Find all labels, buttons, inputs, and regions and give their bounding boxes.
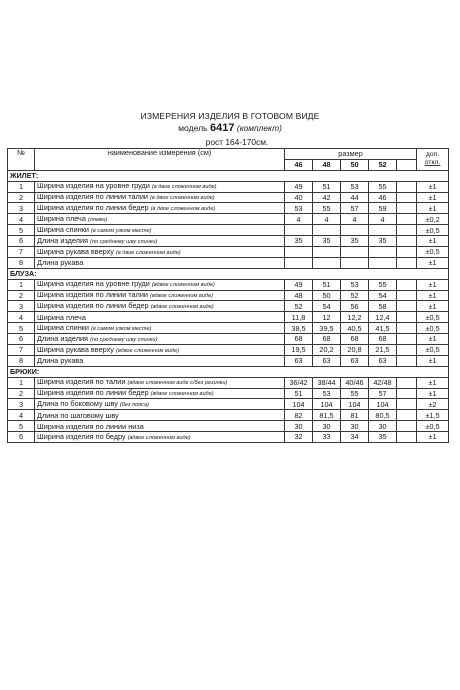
measurement-note: (в самом узком месте)	[91, 325, 152, 332]
size-value: 53	[341, 181, 369, 192]
size-value: 33	[313, 432, 341, 443]
spacer-cell	[397, 181, 417, 192]
size-value: 4	[369, 214, 397, 225]
spacer-cell	[397, 410, 417, 421]
size-value: 20,8	[341, 345, 369, 356]
size-value: 36/42	[285, 377, 313, 388]
spacer-cell	[397, 279, 417, 290]
measurement-note: (вдвое сложенном виде)	[150, 391, 214, 398]
table-row	[8, 323, 449, 334]
measurement-name-cell	[35, 236, 285, 247]
size-value: 63	[313, 355, 341, 366]
measurement-name: Ширина изделия по линии низа	[37, 421, 144, 431]
table-row	[8, 377, 449, 388]
table-row	[8, 334, 449, 345]
section-title: ЖИЛЕТ:	[8, 170, 449, 181]
tolerance-value: ±1	[417, 236, 449, 247]
measurement-name-cell	[35, 203, 285, 214]
row-number: 7	[8, 247, 35, 258]
size-value: 35	[369, 236, 397, 247]
measurement-name-cell	[35, 432, 285, 443]
size-value: 30	[285, 421, 313, 432]
tolerance-value: ±0,5	[417, 225, 449, 236]
measurement-name-cell	[35, 399, 285, 410]
size-value: 53	[285, 203, 313, 214]
col-tolerance-line1: доп.	[425, 151, 440, 159]
size-value: 68	[369, 334, 397, 345]
spacer-cell	[397, 257, 417, 268]
row-number: 1	[8, 181, 35, 192]
size-value: 34	[341, 432, 369, 443]
tolerance-value: ±1	[417, 181, 449, 192]
measurement-note: (в двое сложенном виде)	[150, 206, 216, 213]
size-value: 12	[313, 312, 341, 323]
size-value	[313, 247, 341, 258]
row-number: 6	[8, 432, 35, 443]
col-name-header: наименование измерения (см)	[35, 149, 285, 171]
spacer-cell	[397, 312, 417, 323]
measurement-name: Длина рукава	[37, 356, 84, 366]
table-row	[8, 345, 449, 356]
size-value: 42/48	[369, 377, 397, 388]
measurement-name: Ширина изделия на уровне груди	[37, 279, 150, 289]
size-value: 53	[341, 279, 369, 290]
tolerance-value: ±0,5	[417, 247, 449, 258]
size-value	[313, 225, 341, 236]
measurement-name-cell	[35, 355, 285, 366]
measurement-note: (вдвое сложенном виде)	[127, 434, 191, 441]
size-value	[285, 225, 313, 236]
tolerance-value: ±0,5	[417, 421, 449, 432]
size-header: 52	[369, 159, 397, 170]
size-value: 44	[341, 192, 369, 203]
tolerance-value: ±0,5	[417, 323, 449, 334]
table-row	[8, 399, 449, 410]
size-value	[369, 257, 397, 268]
size-value: 104	[313, 399, 341, 410]
measurement-note: (вдвое сложенном виде)	[150, 293, 213, 300]
table-row	[8, 279, 449, 290]
size-value: 46	[369, 192, 397, 203]
measurement-note: (вдвое сложенном виде)	[115, 347, 179, 354]
size-spacer	[397, 159, 417, 170]
table-row	[8, 432, 449, 443]
size-value: 52	[285, 301, 313, 312]
tolerance-value: ±0,5	[417, 345, 449, 356]
measurement-name-cell	[35, 290, 285, 301]
size-value: 48	[285, 290, 313, 301]
table-row	[8, 203, 449, 214]
tolerance-value: ±1	[417, 257, 449, 268]
measurement-name: Ширина спинки	[37, 224, 89, 234]
model-line	[0, 122, 460, 134]
size-value: 68	[341, 334, 369, 345]
table-row	[8, 301, 449, 312]
measurement-note: (вдвое сложенном виде)	[151, 282, 215, 289]
measurement-name-cell	[35, 257, 285, 268]
size-header: 46	[285, 159, 313, 170]
size-value: 54	[313, 301, 341, 312]
size-value: 53	[313, 388, 341, 399]
size-value: 104	[369, 399, 397, 410]
size-value: 35	[341, 236, 369, 247]
size-value: 57	[369, 388, 397, 399]
measurement-name: Ширина рукава вверху	[37, 344, 114, 354]
row-number: 8	[8, 355, 35, 366]
section-title: БЛУЗА:	[8, 268, 449, 279]
size-value	[369, 225, 397, 236]
tolerance-value: ±1	[417, 388, 449, 399]
measurement-note: (без пояса)	[119, 402, 149, 409]
measurement-name: Ширина изделия по линии талии	[37, 290, 148, 300]
measurement-note: (по среднему шву спинки)	[90, 336, 158, 343]
measurement-name-cell	[35, 301, 285, 312]
row-number: 7	[8, 345, 35, 356]
size-value	[341, 257, 369, 268]
size-value: 56	[341, 301, 369, 312]
measurement-name-cell	[35, 279, 285, 290]
col-tolerance-header	[417, 149, 449, 171]
spacer-cell	[397, 377, 417, 388]
measurement-note: (в двое сложенном виде)	[150, 195, 215, 202]
size-value: 40	[285, 192, 313, 203]
size-value: 68	[313, 334, 341, 345]
size-value: 4	[313, 214, 341, 225]
tolerance-value: ±1,5	[417, 410, 449, 421]
spacer-cell	[397, 323, 417, 334]
size-value: 30	[313, 421, 341, 432]
row-number: 1	[8, 377, 35, 388]
row-number: 5	[8, 225, 35, 236]
size-value	[285, 257, 313, 268]
size-value: 20,2	[313, 345, 341, 356]
section-title: БРЮКИ:	[8, 366, 449, 377]
table-row	[8, 410, 449, 421]
measurement-name: Длина по шаговому шву	[37, 410, 119, 420]
row-number: 2	[8, 192, 35, 203]
section-header-row	[8, 170, 449, 181]
row-number: 4	[8, 214, 35, 225]
sheet-title: ИЗМЕРЕНИЯ ИЗДЕЛИЯ В ГОТОВОМ ВИДЕ	[140, 111, 320, 121]
size-value	[285, 247, 313, 258]
size-header: 50	[341, 159, 369, 170]
spacer-cell	[397, 214, 417, 225]
measurement-name: Ширина изделия по линии бедер	[37, 203, 149, 213]
size-value: 51	[285, 388, 313, 399]
tolerance-value: ±1	[417, 192, 449, 203]
row-number: 2	[8, 290, 35, 301]
col-size-header: размер	[285, 149, 417, 160]
size-value: 50	[313, 290, 341, 301]
table-row	[8, 257, 449, 268]
measurement-name-cell	[35, 312, 285, 323]
row-number: 8	[8, 257, 35, 268]
size-value: 40/46	[341, 377, 369, 388]
row-number: 4	[8, 410, 35, 421]
header-row	[8, 149, 449, 160]
tolerance-value: ±1	[417, 203, 449, 214]
size-value: 30	[341, 421, 369, 432]
size-value: 49	[285, 279, 313, 290]
size-value: 63	[369, 355, 397, 366]
measurement-note: (вдвое сложенном виде с/без резинки)	[127, 380, 228, 387]
size-value: 57	[341, 203, 369, 214]
size-value: 55	[313, 203, 341, 214]
measurement-name: Ширина изделия по бедру	[37, 431, 126, 441]
measurement-name: Длина изделия	[37, 333, 89, 343]
table-row	[8, 355, 449, 366]
size-value: 35	[285, 236, 313, 247]
size-value: 104	[285, 399, 313, 410]
size-value: 49	[285, 181, 313, 192]
spacer-cell	[397, 399, 417, 410]
row-number: 4	[8, 312, 35, 323]
size-value: 58	[369, 301, 397, 312]
measurement-name: Ширина изделия по линии талии	[37, 192, 148, 202]
size-value	[369, 247, 397, 258]
tolerance-value: ±0,2	[417, 214, 449, 225]
size-value: 35	[313, 236, 341, 247]
tolerance-value: ±1	[417, 377, 449, 388]
size-value: 81	[341, 410, 369, 421]
size-value: 42	[313, 192, 341, 203]
size-value: 54	[369, 290, 397, 301]
measurement-name: Ширина рукава вверху	[37, 246, 114, 256]
spacer-cell	[397, 203, 417, 214]
size-value: 81,5	[313, 410, 341, 421]
table-row	[8, 236, 449, 247]
spacer-cell	[397, 355, 417, 366]
height-line: рост 164-170см.	[205, 137, 269, 147]
table-row	[8, 181, 449, 192]
measurement-name-cell	[35, 323, 285, 334]
col-tolerance-line2: откл.	[424, 159, 441, 167]
section-header-row	[8, 366, 449, 377]
spacer-cell	[397, 432, 417, 443]
model-note: (комплект)	[236, 123, 282, 133]
col-no-header: №	[8, 149, 35, 171]
size-value: 68	[285, 334, 313, 345]
spacer-cell	[397, 421, 417, 432]
size-value: 51	[313, 279, 341, 290]
measurement-name-cell	[35, 225, 285, 236]
size-value: 59	[369, 203, 397, 214]
size-value	[341, 247, 369, 258]
size-value: 63	[341, 355, 369, 366]
tolerance-value: ±0,5	[417, 312, 449, 323]
size-value: 80,5	[369, 410, 397, 421]
measurements-table	[7, 148, 449, 443]
table-row	[8, 421, 449, 432]
model-prefix: модель	[178, 123, 208, 133]
row-number: 5	[8, 323, 35, 334]
measurement-name-cell	[35, 345, 285, 356]
size-value: 55	[369, 181, 397, 192]
table-row	[8, 225, 449, 236]
size-value: 63	[285, 355, 313, 366]
spacer-cell	[397, 345, 417, 356]
measurement-name-cell	[35, 181, 285, 192]
tolerance-value: ±1	[417, 355, 449, 366]
row-number: 6	[8, 334, 35, 345]
row-number: 5	[8, 421, 35, 432]
size-value	[313, 257, 341, 268]
size-value: 21,5	[369, 345, 397, 356]
measurement-note: (по среднему шву спинки)	[90, 238, 158, 245]
size-value: 35	[369, 432, 397, 443]
row-number: 1	[8, 279, 35, 290]
table-row	[8, 192, 449, 203]
spacer-cell	[397, 225, 417, 236]
model-number: 6417	[210, 122, 235, 134]
size-value: 41,5	[369, 323, 397, 334]
measurement-note: (лямки)	[87, 216, 108, 223]
measurement-name: Длина изделия	[37, 235, 89, 245]
measurement-name-cell	[35, 421, 285, 432]
table-row	[8, 290, 449, 301]
size-value: 30	[369, 421, 397, 432]
size-header: 48	[313, 159, 341, 170]
measurement-note: (вдвое сложенном виде)	[150, 304, 214, 311]
tolerance-value: ±1	[417, 301, 449, 312]
measurement-name-cell	[35, 334, 285, 345]
measurement-name: Ширина спинки	[37, 322, 89, 332]
size-value	[341, 225, 369, 236]
table-row	[8, 312, 449, 323]
measurement-name-cell	[35, 192, 285, 203]
size-value: 55	[341, 388, 369, 399]
spacer-cell	[397, 388, 417, 399]
row-number: 6	[8, 236, 35, 247]
spacer-cell	[397, 290, 417, 301]
section-header-row	[8, 268, 449, 279]
measurement-name-cell	[35, 377, 285, 388]
table-row	[8, 214, 449, 225]
spacer-cell	[397, 334, 417, 345]
measurement-name: Длина рукава	[37, 258, 84, 268]
size-value: 55	[369, 279, 397, 290]
size-value: 12,2	[341, 312, 369, 323]
table-row	[8, 388, 449, 399]
measurement-name: Ширина изделия по талии	[37, 377, 126, 387]
row-number: 3	[8, 399, 35, 410]
spacer-cell	[397, 247, 417, 258]
measurement-name-cell	[35, 410, 285, 421]
measurement-name: Ширина плеча	[37, 312, 86, 322]
row-number: 3	[8, 203, 35, 214]
spacer-cell	[397, 236, 417, 247]
measurement-name-cell	[35, 247, 285, 258]
measurement-note: (в самом узком месте)	[91, 227, 152, 234]
size-value: 4	[285, 214, 313, 225]
size-value: 12,4	[369, 312, 397, 323]
size-value: 38/44	[313, 377, 341, 388]
size-value: 19,5	[285, 345, 313, 356]
size-value: 38,5	[285, 323, 313, 334]
tolerance-value: ±1	[417, 279, 449, 290]
size-value: 11,8	[285, 312, 313, 323]
spacer-cell	[397, 192, 417, 203]
spacer-cell	[397, 301, 417, 312]
size-value: 4	[341, 214, 369, 225]
measurement-name-cell	[35, 214, 285, 225]
size-value: 82	[285, 410, 313, 421]
measurement-name: Ширина плеча	[37, 213, 86, 223]
measurement-note: (в двое сложенном виде)	[151, 184, 217, 191]
size-value: 32	[285, 432, 313, 443]
size-value: 39,5	[313, 323, 341, 334]
size-value: 40,5	[341, 323, 369, 334]
tolerance-value: ±1	[417, 432, 449, 443]
tolerance-value: ±1	[417, 334, 449, 345]
size-value: 104	[341, 399, 369, 410]
measurement-name: Длина по боковому шву	[37, 399, 118, 409]
measurement-name: Ширина изделия по линии бедер	[37, 388, 149, 398]
size-value: 52	[341, 290, 369, 301]
measurement-name-cell	[35, 388, 285, 399]
table-row	[8, 247, 449, 258]
tolerance-value: ±2	[417, 399, 449, 410]
row-number: 3	[8, 301, 35, 312]
measurement-name: Ширина изделия по линии бедер	[37, 301, 149, 311]
size-value: 51	[313, 181, 341, 192]
measurement-note: (в двое сложенном виде)	[115, 249, 181, 256]
row-number: 2	[8, 388, 35, 399]
measurement-name: Ширина изделия на уровне груди	[37, 181, 150, 191]
tolerance-value: ±1	[417, 290, 449, 301]
